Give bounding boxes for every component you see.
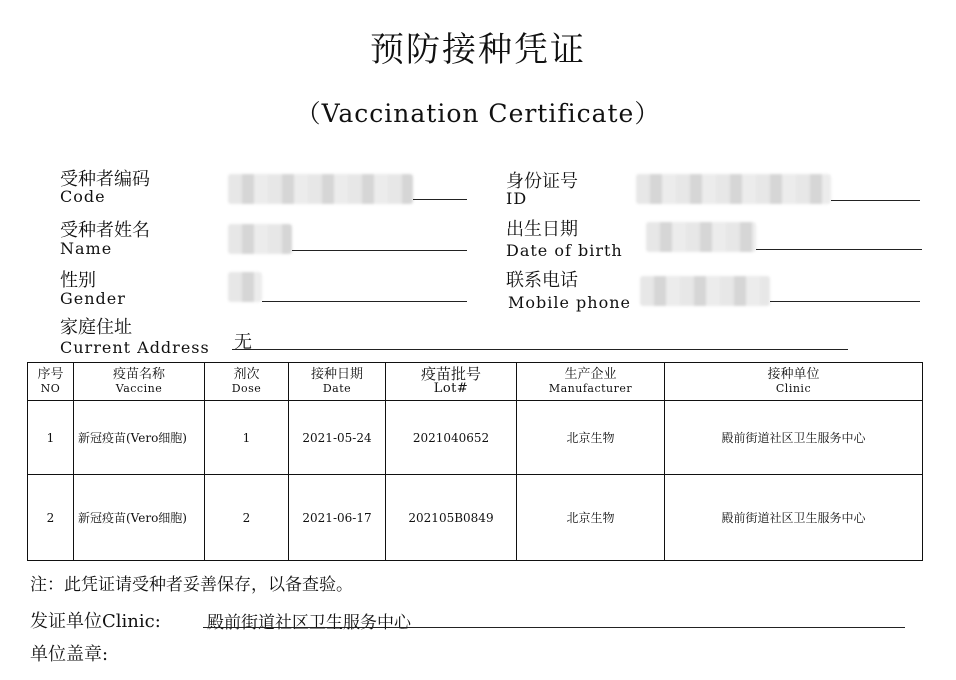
storage-note: 注：此凭证请受种者妥善保存，以备查验。 [30,575,353,595]
id-underline [831,200,920,201]
gender-redacted [228,272,262,302]
table-row [28,475,923,561]
row-lot: 202105B0849 [386,475,517,561]
dob-label-zh: 出生日期 [506,219,578,240]
row-dose: 2 [205,475,289,561]
id-label-en: ID [506,189,528,208]
dob-underline [756,249,922,250]
header-lot: 疫苗批号 Lot# [386,363,517,401]
row-clinic: 殿前街道社区卫生服务中心 [665,401,923,475]
code-label-en: Code [60,187,106,206]
row-vaccine: 新冠疫苗(Vero细胞) [74,475,205,561]
issuer-value: 殿前街道社区卫生服务中心 [207,613,411,633]
table-row [28,401,923,475]
address-label-zh: 家庭住址 [60,317,132,338]
gender-underline [262,301,467,302]
row-manufacturer: 北京生物 [517,475,665,561]
phone-label-en: Mobile phone [508,293,631,312]
row-dose: 1 [205,401,289,475]
name-redacted [228,224,292,254]
certificate-title: 预防接种凭证 [370,30,586,70]
header-date: 接种日期 Date [289,363,386,401]
header-no: 序号 NO [28,363,74,401]
certificate-subtitle: （Vaccination Certificate） [295,99,661,128]
row-lot: 2021040652 [386,401,517,475]
dob-label-en: Date of birth [506,241,623,260]
gender-label-en: Gender [60,289,126,308]
id-redacted [636,174,831,204]
name-label-zh: 受种者姓名 [60,220,150,241]
row-date: 2021-06-17 [289,475,386,561]
address-underline [232,349,848,350]
phone-label-zh: 联系电话 [506,270,578,291]
header-clinic: 接种单位 Clinic [665,363,923,401]
issuer-label: 发证单位Clinic: [30,611,161,632]
dob-redacted [646,222,756,252]
issuer-underline [203,627,905,628]
row-manufacturer: 北京生物 [517,401,665,475]
vaccination-table [27,362,923,561]
header-dose: 剂次 Dose [205,363,289,401]
gender-label-zh: 性别 [60,270,96,291]
header-vaccine: 疫苗名称 Vaccine [74,363,205,401]
phone-underline [770,301,920,302]
name-underline [292,250,467,251]
stamp-label: 单位盖章: [30,644,109,665]
code-redacted [228,174,413,204]
code-underline [413,199,467,200]
code-label-zh: 受种者编码 [60,169,150,190]
name-label-en: Name [60,239,113,258]
row-vaccine: 新冠疫苗(Vero细胞) [74,401,205,475]
table-header-row [28,363,923,401]
id-label-zh: 身份证号 [506,171,578,192]
row-no: 1 [28,401,74,475]
row-date: 2021-05-24 [289,401,386,475]
phone-redacted [640,276,770,306]
row-no: 2 [28,475,74,561]
header-manufacturer: 生产企业 Manufacturer [517,363,665,401]
address-value: 无 [234,332,252,353]
address-label-en: Current Address [60,338,210,357]
row-clinic: 殿前街道社区卫生服务中心 [665,475,923,561]
